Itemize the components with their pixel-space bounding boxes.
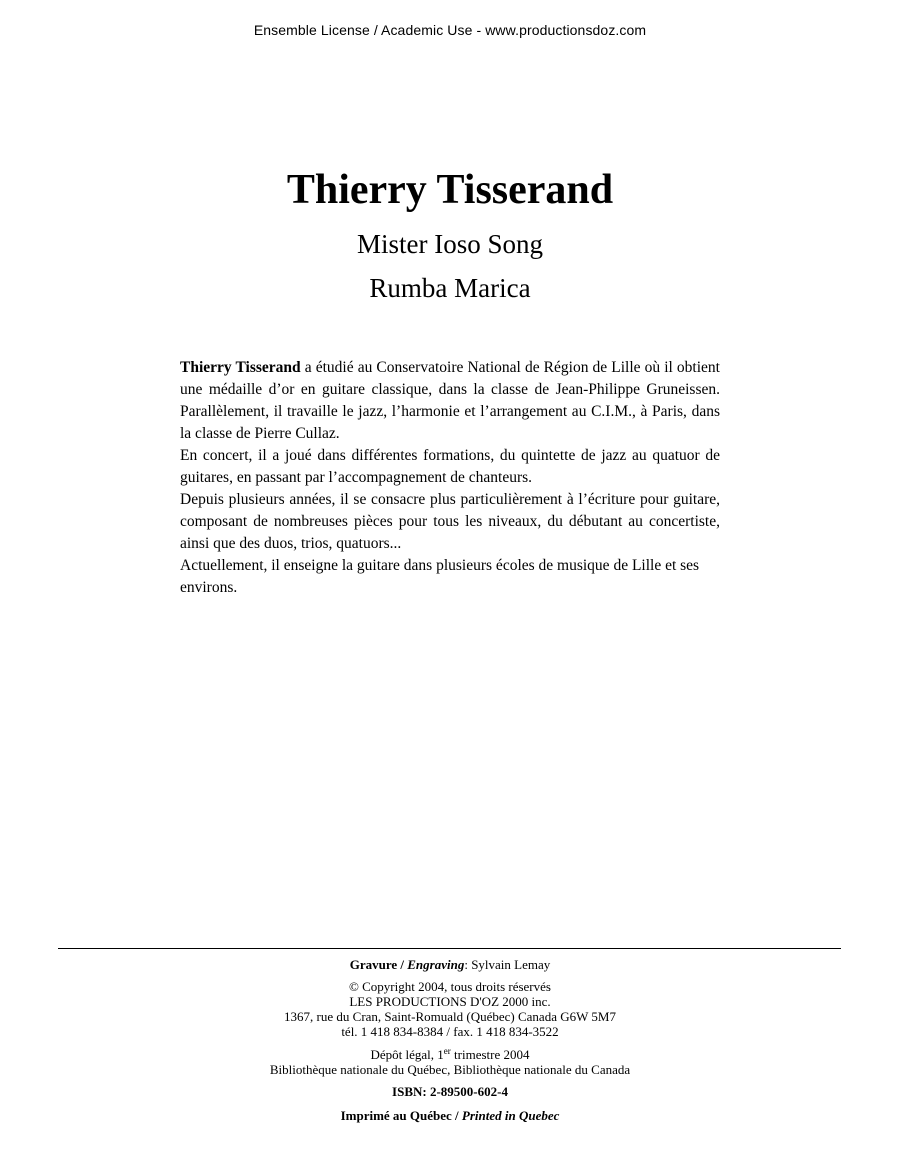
engraving-label: Engraving	[407, 957, 465, 972]
publisher-phone: tél. 1 418 834-8384 / fax. 1 418 834-3522	[341, 1024, 559, 1039]
copyright-line: © Copyright 2004, tous droits réservés	[349, 979, 551, 994]
bio-paragraph-2: En concert, il a joué dans différentes formations, du quintette de jazz au quatuor de guitares, en passant par l’accompagnement de chanteurs.	[180, 447, 720, 486]
printed-in	[0, 1108, 900, 1123]
piece-title-1: Mister Ioso Song	[356, 229, 543, 259]
biography	[180, 357, 720, 599]
bio-paragraph-4: Actuellement, il enseigne la guitare dans plusieurs écoles de musique de Lille et ses environs.	[180, 557, 700, 596]
publisher-name: LES PRODUCTIONS D'OZ 2000 inc.	[349, 994, 551, 1009]
depot-prefix: Dépôt légal, 1	[370, 1047, 444, 1062]
printed-en: Printed in Quebec	[461, 1108, 560, 1123]
engraver-name: : Sylvain Lemay	[464, 957, 551, 972]
libraries-line: Bibliothèque nationale du Québec, Bibliothèque nationale du Canada	[269, 1062, 631, 1077]
engraving-credit	[0, 957, 900, 972]
piece-title-2: Rumba Marica	[369, 273, 531, 303]
depot-superscript: er	[443, 1046, 451, 1056]
isbn: ISBN: 2-89500-602-4	[392, 1084, 508, 1099]
publisher-address: 1367, rue du Cran, Saint-Romuald (Québec) Canada G6W 5M7	[284, 1009, 616, 1024]
publisher-block	[0, 979, 900, 1039]
depot-suffix: trimestre 2004	[450, 1047, 530, 1062]
composer-title: Thierry Tisserand	[286, 167, 614, 213]
bio-paragraph-1-text: a étudié au Conservatoire National de Région de Lille où il obtient une médaille d’or en guitare classique, dans la classe de Jean-Philippe Gruneissen. Parallèlement, il travaille le jazz, l’harmonie et l’arrangement au C.I.M., à Paris, dans la classe de Pierre Cullaz.	[180, 359, 720, 442]
bio-paragraph-3: Depuis plusieurs années, il se consacre plus particulièrement à l’écriture pour guitare, composant de nombreuses pièces pour tous les niveaux, du débutant au concertiste, ainsi que des duos, trios, quatuors...	[180, 491, 720, 552]
bio-name: Thierry Tisserand	[180, 359, 301, 376]
legal-deposit-block	[0, 1047, 900, 1077]
bio-paragraph-1	[180, 357, 720, 445]
gravure-label: Gravure /	[349, 957, 408, 972]
legal-deposit-line	[0, 1047, 900, 1062]
footer-divider	[58, 948, 841, 949]
license-line: Ensemble License / Academic Use - www.productionsdoz.com	[253, 22, 647, 38]
printed-fr: Imprimé au Québec /	[340, 1108, 462, 1123]
